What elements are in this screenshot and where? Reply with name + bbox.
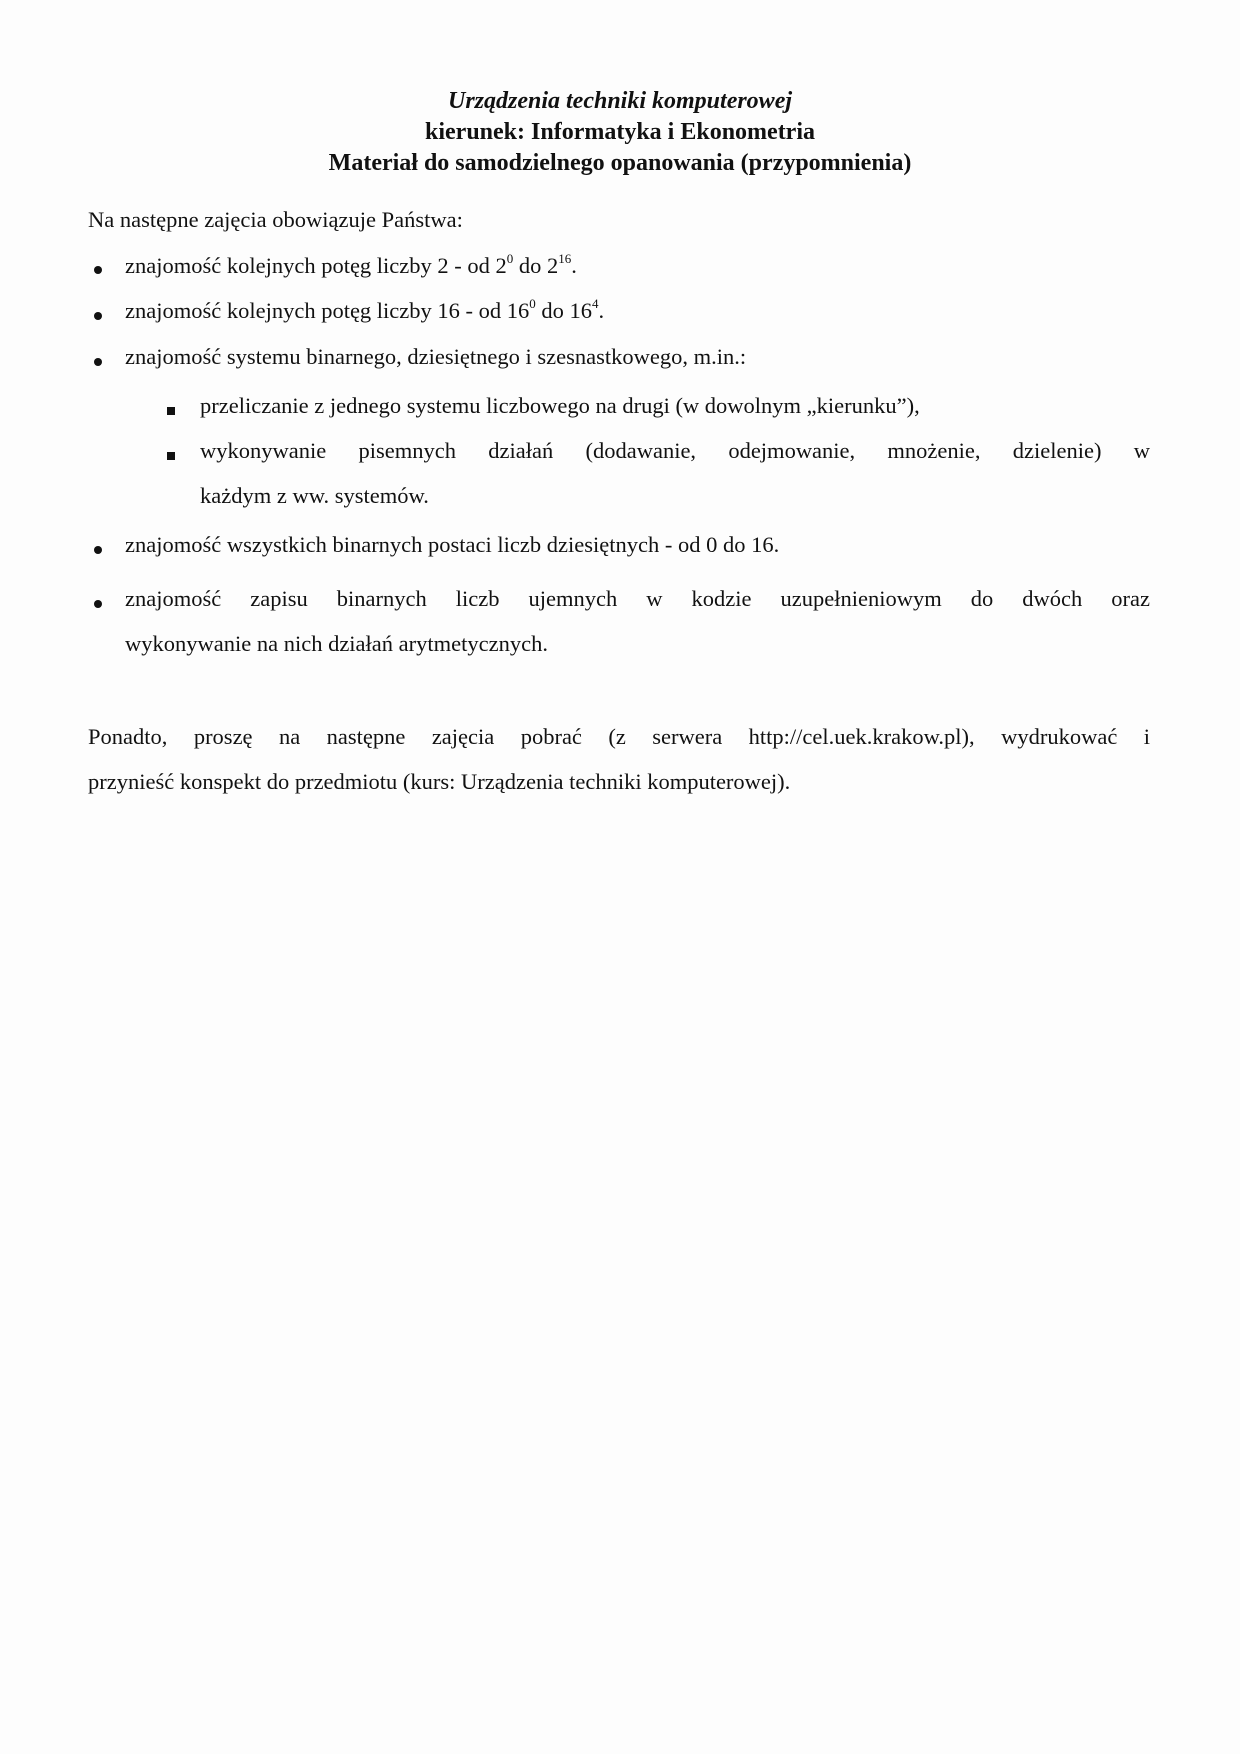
square-bullet-icon	[167, 452, 175, 460]
bullet-icon	[94, 600, 102, 608]
square-bullet-icon	[167, 407, 175, 415]
list-item-number-systems: znajomość systemu binarnego, dziesiętnego i szesnastkowego, m.in.:	[125, 344, 747, 369]
list-item-powers-of-16: znajomość kolejnych potęg liczby 16 - od $16^0$ do $16^4$.	[125, 296, 605, 323]
bullet-icon	[94, 266, 102, 274]
document-header	[0, 86, 1240, 179]
closing-paragraph-line1: Ponadto, proszę na następne zajęcia pobrać (z serwera http://cel.uek.krakow.pl), wydrukować i	[88, 724, 1150, 749]
subitem-written-operations-line1: wykonywanie pisemnych działań (dodawanie, odejmowanie, mnożenie, dzielenie) w	[200, 438, 1150, 463]
list-item-twos-complement-line1: znajomość zapisu binarnych liczb ujemnych w kodzie uzupełnieniowym do dwóch oraz	[125, 586, 1150, 611]
list-item-powers-of-2: znajomość kolejnych potęg liczby 2 - od $2^0$ do $2^{16}$.	[125, 251, 577, 278]
intro-text: Na następne zajęcia obowiązuje Państwa:	[88, 207, 463, 232]
course-title: Urządzenia techniki komputerowej	[447, 88, 793, 114]
subitem-written-operations-line2: każdym z ww. systemów.	[200, 483, 429, 508]
material-heading: Materiał do samodzielnego opanowania (przypomnienia)	[328, 150, 912, 176]
bullet-icon	[94, 546, 102, 554]
list-item-twos-complement-line2: wykonywanie na nich działań arytmetycznych.	[125, 631, 548, 656]
field-of-study: kierunek: Informatyka i Ekonometria	[425, 119, 815, 145]
bullet-icon	[94, 312, 102, 320]
subitem-conversion: przeliczanie z jednego systemu liczbowego na drugi (w dowolnym „kierunku”),	[200, 393, 920, 418]
closing-paragraph-line2: przynieść konspekt do przedmiotu (kurs: Urządzenia techniki komputerowej).	[88, 769, 791, 794]
bullet-icon	[94, 358, 102, 366]
list-item-binary-forms: znajomość wszystkich binarnych postaci liczb dziesiętnych - od 0 do 16.	[125, 532, 780, 557]
